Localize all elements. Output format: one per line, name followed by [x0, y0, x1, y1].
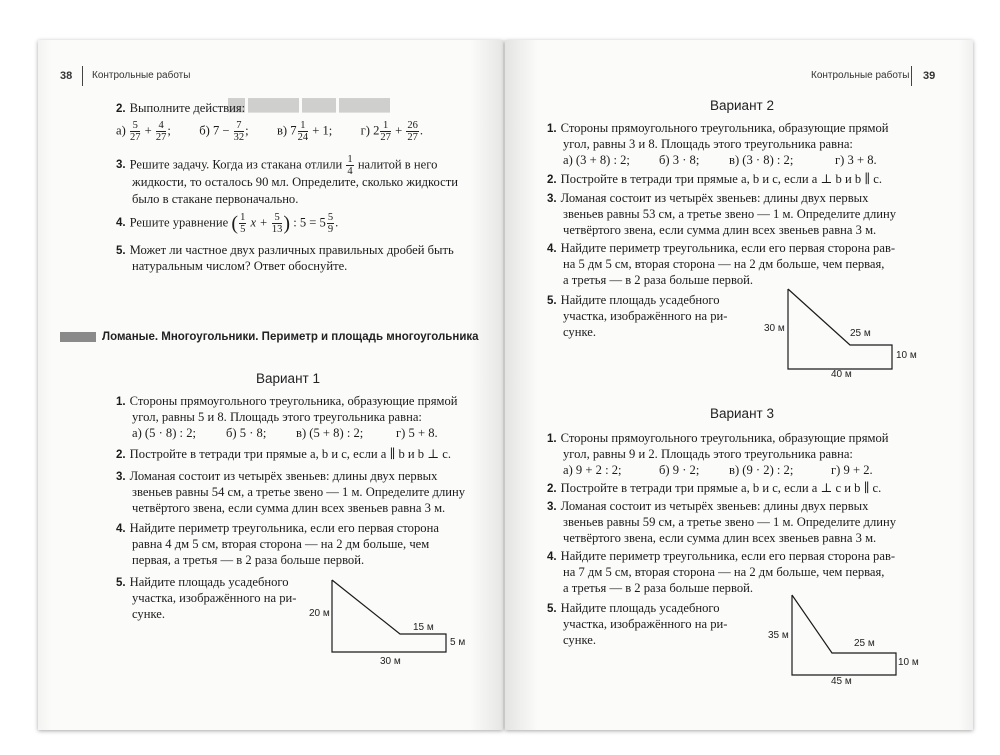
right-page [505, 40, 973, 730]
fig-label-top: 25 м [850, 328, 871, 339]
v1-task-4: 4. Найдите периметр треугольника, если его первая сторона [116, 521, 439, 535]
bleed-through: ██ ██████ ████ ██████ [228, 98, 391, 112]
variant-3-title: Вариант 3 [710, 406, 774, 421]
page-number-left: 38 [60, 70, 73, 82]
fig-label-top: 25 м [854, 638, 875, 649]
fig-label-top: 15 м [413, 622, 434, 633]
v3-task-3-line2: звеньев равны 59 см, а третье звено — 1 м. Определите длину [563, 515, 897, 529]
header-divider [82, 66, 83, 86]
v3-task-1: 1. Стороны прямоугольного треугольника, образующие прямой [547, 431, 889, 445]
v1-plot-figure [332, 580, 452, 660]
v2-task-4-line2: на 5 дм 5 см, вторая сторона — на 2 дм больше, чем первая, [563, 257, 885, 271]
v1-task-1-option-c: в) (5 + 8) : 2; [296, 426, 364, 440]
left-page [38, 40, 503, 730]
v2-task-1-option-a: а) (3 + 8) : 2; [563, 153, 630, 167]
v1-task-5: 5. Найдите площадь усадебного [116, 575, 289, 589]
plot-outline [792, 595, 896, 675]
fig-label-right: 10 м [898, 657, 919, 668]
v2-task-1-line2: угол, равны 3 и 8. Площадь этого треугольника равна: [563, 137, 853, 151]
v1-task-5-line2: участка, изображённого на ри- [132, 591, 297, 605]
plot-outline [788, 289, 892, 369]
section-title: Ломаные. Многоугольники. Периметр и площадь многоугольника [102, 331, 479, 343]
v2-task-2: 2. Постройте в тетради три прямые a, b и c, если a ⊥ b и b ∥ c. [547, 172, 882, 186]
v2-task-1-option-b: б) 3 · 8; [659, 153, 700, 167]
v3-task-2: 2. Постройте в тетради три прямые a, b и c, если a ⊥ c и b ∥ c. [547, 481, 882, 495]
fraction: $\frac{5}{9}$ [327, 212, 334, 235]
fraction: $\frac{4}{27}$ [155, 120, 167, 143]
running-head-right: Контрольные работы [811, 70, 910, 81]
task-2: 2. Выполните действия: [116, 101, 246, 115]
fig-label-bottom: 30 м [380, 656, 401, 667]
v3-task-4-line3: а третья — в 2 раза больше первой. [563, 581, 754, 595]
v2-task-4-line3: а третья — в 2 раза больше первой. [563, 273, 754, 287]
v3-plot-figure [792, 595, 902, 685]
section-marker [60, 332, 96, 342]
v1-task-2: 2. Постройте в тетради три прямые a, b и c, если a ∥ b и b ⊥ c. [116, 447, 451, 461]
fraction: $\frac{7}{32}$ [233, 120, 245, 143]
fraction: $\frac{5}{27}$ [129, 120, 141, 143]
v3-task-5-line3: сунке. [563, 633, 597, 647]
v1-task-1: 1. Стороны прямоугольного треугольника, образующие прямой [116, 394, 458, 408]
v2-task-3: 3. Ломаная состоит из четырёх звеньев: длины двух первых [547, 191, 869, 205]
v2-task-5-line2: участка, изображённого на ри- [563, 309, 728, 323]
v2-task-1-option-c: в) (3 · 8) : 2; [729, 153, 794, 167]
v2-task-3-line2: звеньев равны 53 см, а третье звено — 1 м. Определите длину [563, 207, 897, 221]
v3-task-1-option-d: г) 9 + 2. [831, 463, 873, 477]
v1-task-1-option-d: г) 5 + 8. [396, 426, 438, 440]
v1-task-1-option-a: а) (5 · 8) : 2; [132, 426, 196, 440]
task-3-line3: было в стакане первоначально. [132, 192, 299, 206]
v1-task-3-line3: четвёртого звена, если сумма длин всех звеньев равна 3 м. [132, 501, 446, 515]
task-5-line2: натуральным числом? Ответ обоснуйте. [132, 259, 348, 273]
v3-task-1-option-c: в) (9 · 2) : 2; [729, 463, 794, 477]
v2-task-1-option-d: г) 3 + 8. [835, 153, 877, 167]
v2-task-3-line3: четвёртого звена, если сумма длин всех звеньев равна 3 м. [563, 223, 877, 237]
task-3-line2: жидкости, то осталось 90 мл. Определите, сколько жидкости [132, 175, 458, 189]
variant-2-title: Вариант 2 [710, 98, 774, 113]
task-3: 3. Решите задачу. Когда из стакана отлили $\frac{1}{4}$ налитой в него [116, 154, 438, 177]
fig-label-height: 20 м [309, 608, 330, 619]
fraction: $\frac{1}{5}$ [240, 212, 246, 235]
fig-label-bottom: 45 м [831, 676, 852, 687]
v3-task-4-line2: на 7 дм 5 см, вторая сторона — на 2 дм больше, чем первая, [563, 565, 885, 579]
v2-task-5-line3: сунке. [563, 325, 597, 339]
fig-label-right: 5 м [450, 637, 466, 648]
v3-task-3: 3. Ломаная состоит из четырёх звеньев: длины двух первых [547, 499, 869, 513]
page-number-right: 39 [923, 70, 936, 82]
fraction: $\frac{1}{4}$ [347, 154, 353, 177]
fig-label-right: 10 м [896, 350, 917, 361]
v1-task-1-line2: угол, равны 5 и 8. Площадь этого треугольника равна: [132, 410, 422, 424]
v3-task-3-line3: четвёртого звена, если сумма длин всех звеньев равна 3 м. [563, 531, 877, 545]
v3-task-1-line2: угол, равны 9 и 2. Площадь этого треугольника равна: [563, 447, 853, 461]
fraction: $\frac{1}{27}$ [380, 120, 391, 143]
header-divider [911, 66, 912, 86]
fig-label-height: 30 м [764, 323, 785, 334]
v1-task-3-line2: звеньев равны 54 см, а третье звено — 1 м. Определите длину [132, 485, 466, 499]
v2-task-5: 5. Найдите площадь усадебного [547, 293, 720, 307]
task-2-options: а) $\frac{5}{27}$ + $\frac{4}{27}$ ; б) 7 − $\frac{7}{32}$ ; в) 7 $\frac{1}{24}$ + 1; г) 2 $\frac{1}{27}$ + $\frac{26}{27}$ . [116, 120, 423, 143]
v2-task-4: 4. Найдите периметр треугольника, если его первая сторона рав- [547, 241, 896, 255]
fraction: $\frac{1}{24}$ [297, 120, 309, 143]
task-5: 5. Может ли частное двух различных правильных дробей быть [116, 243, 454, 257]
running-head-left: Контрольные работы [92, 70, 191, 81]
fig-label-bottom: 40 м [831, 369, 852, 380]
fig-label-height: 35 м [768, 630, 789, 641]
v2-plot-figure [788, 289, 898, 375]
v3-task-1-option-b: б) 9 · 2; [659, 463, 700, 477]
v1-task-5-line3: сунке. [132, 607, 166, 621]
v1-task-1-option-b: б) 5 · 8; [226, 426, 267, 440]
v1-task-4-line2: равна 4 дм 5 см, вторая сторона — на 2 дм больше, чем [132, 537, 430, 551]
fraction: $\frac{5}{13}$ [271, 212, 283, 235]
task-4: 4. Решите уравнение ( $\frac{1}{5}$ x + $\frac{5}{13}$ ) : 5 = 5 $\frac{5}{9}$ . [116, 212, 339, 235]
v3-task-4: 4. Найдите периметр треугольника, если его первая сторона рав- [547, 549, 896, 563]
v2-task-1: 1. Стороны прямоугольного треугольника, образующие прямой [547, 121, 889, 135]
open-workbook [38, 40, 973, 740]
v1-task-4-line3: первая, а третья — в 2 раза больше первой. [132, 553, 365, 567]
fraction: $\frac{26}{27}$ [407, 120, 418, 143]
v3-task-1-option-a: а) 9 + 2 : 2; [563, 463, 622, 477]
plot-outline [332, 580, 446, 652]
v3-task-5: 5. Найдите площадь усадебного [547, 601, 720, 615]
variant-1-title: Вариант 1 [256, 371, 320, 386]
v3-task-5-line2: участка, изображённого на ри- [563, 617, 728, 631]
v1-task-3: 3. Ломаная состоит из четырёх звеньев: длины двух первых [116, 469, 438, 483]
